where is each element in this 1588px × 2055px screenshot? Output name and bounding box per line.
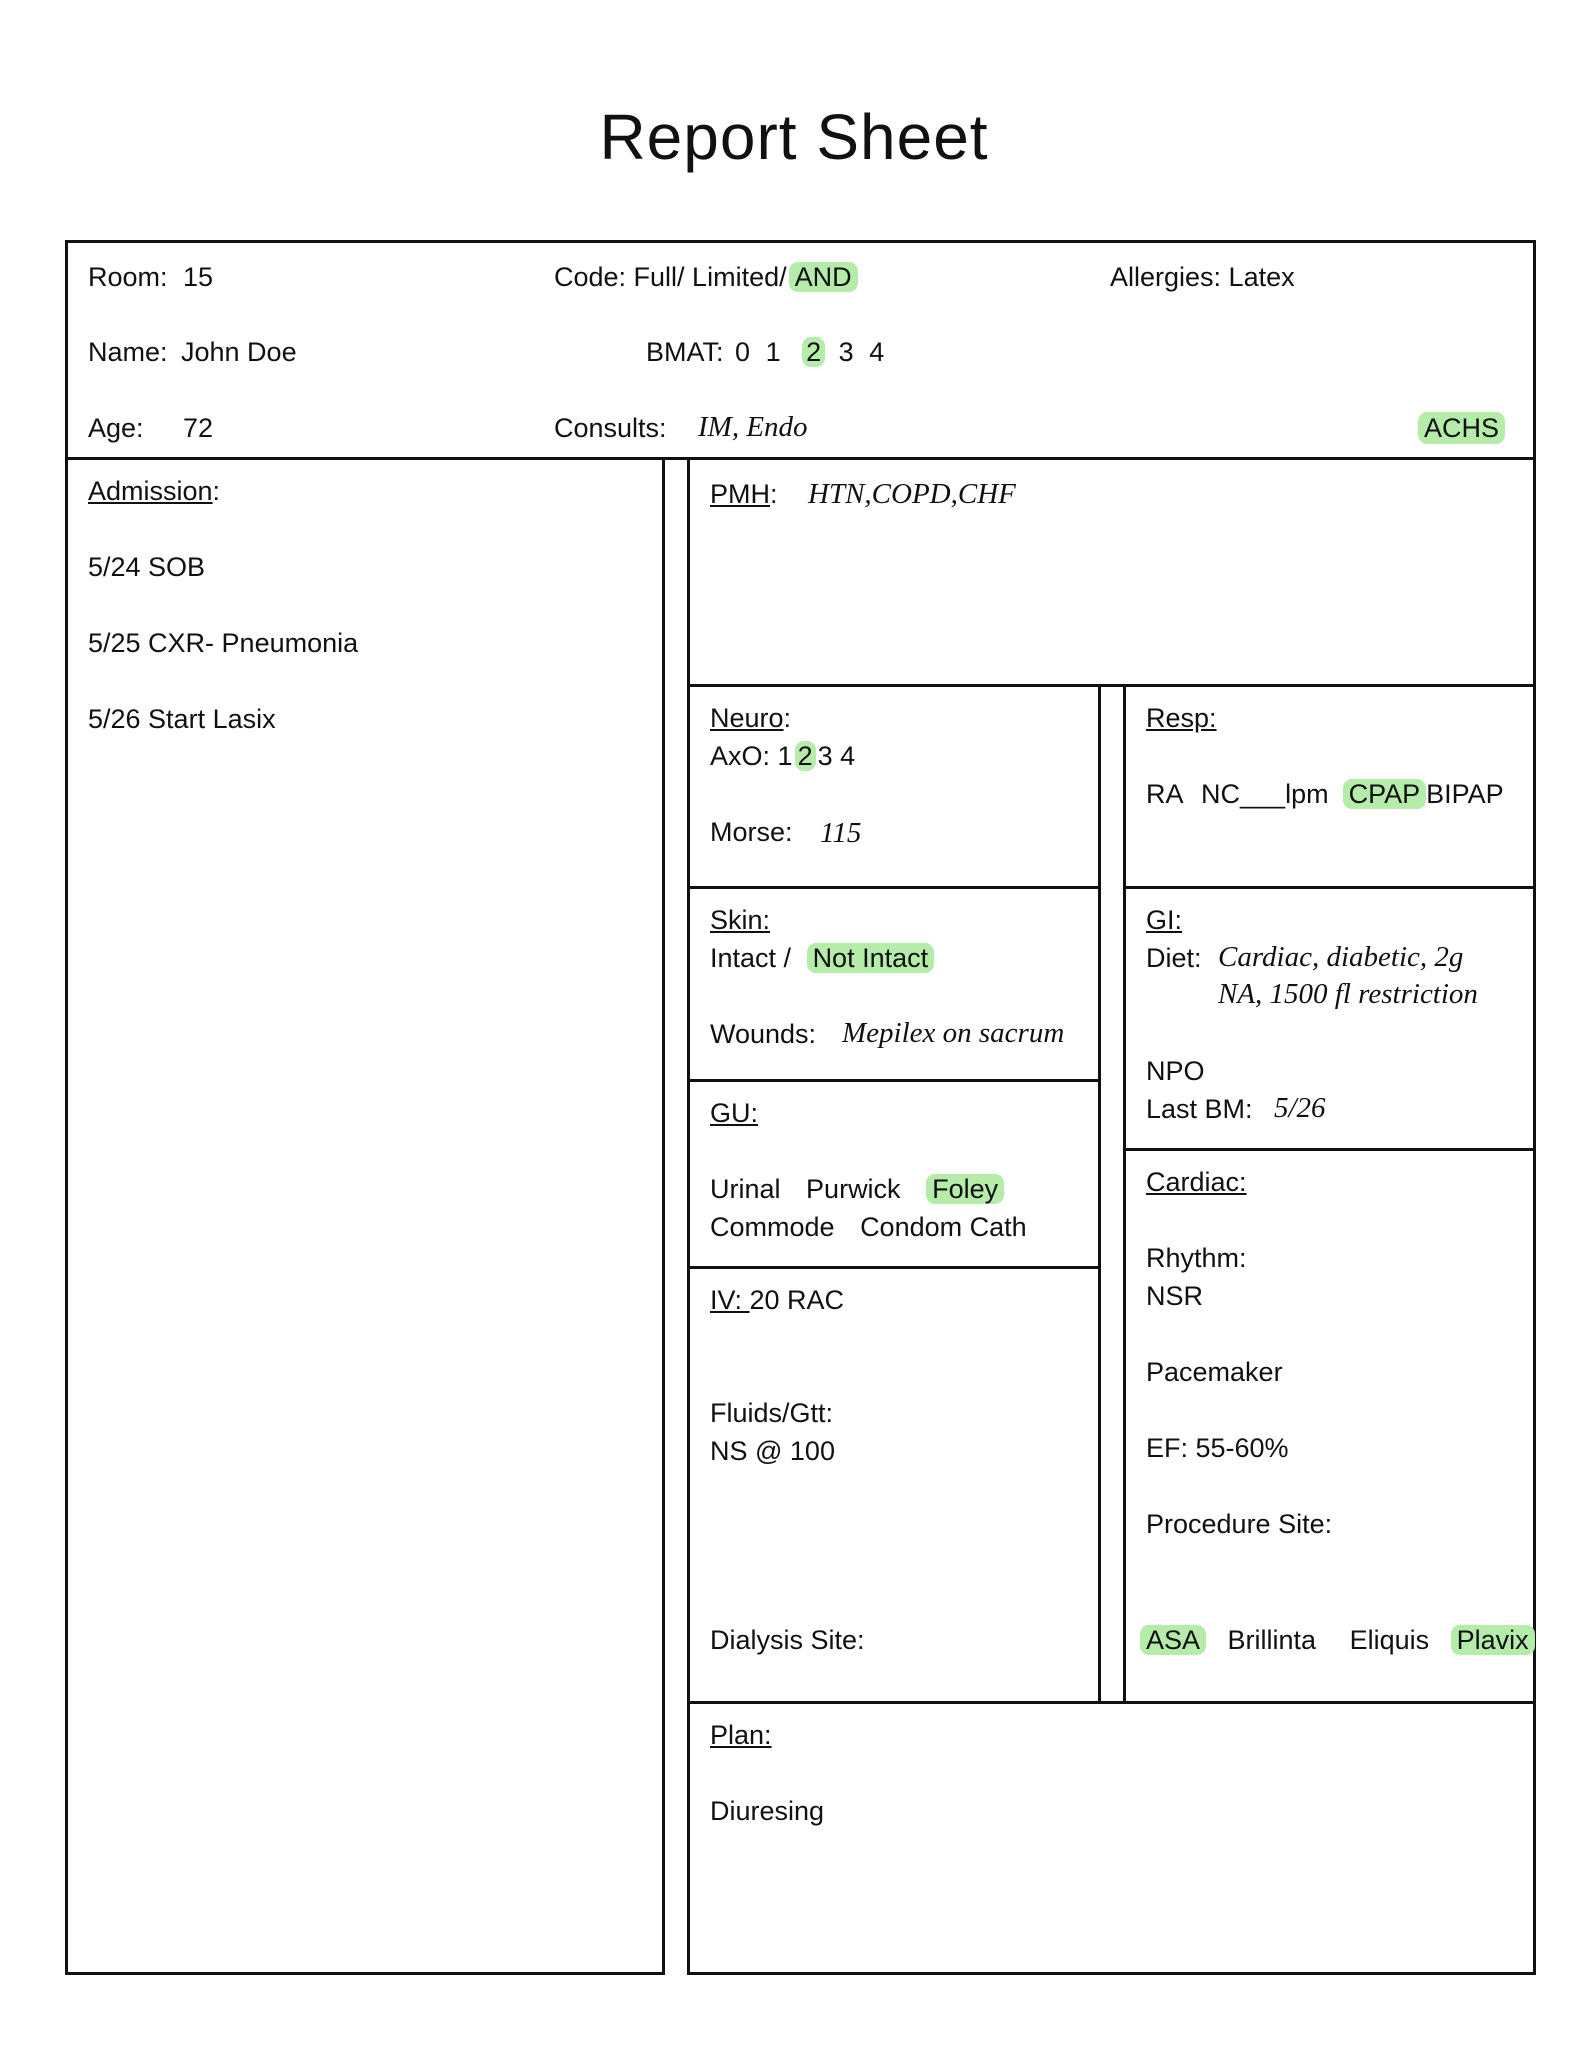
gu-option-commode: Commode [710, 1212, 835, 1242]
axo-option: 3 [817, 741, 833, 771]
admission-entry: 5/24 SOB [88, 552, 206, 582]
last-bm-value: 5/26 [1274, 1092, 1326, 1124]
pmh-colon: : [770, 479, 778, 509]
last-bm-label: Last BM: [1146, 1094, 1253, 1124]
resp-options [1146, 778, 1504, 810]
bmat-field [646, 336, 884, 368]
admission-colon: : [212, 476, 221, 506]
neuro-colon: : [783, 703, 792, 733]
morse-label: Morse: [710, 817, 793, 847]
diet-label: Diet: [1146, 943, 1202, 973]
axo-option: 1 [777, 741, 793, 771]
pmh-label: PMH [710, 479, 770, 509]
iv-label: IV: [710, 1285, 750, 1315]
gu-option-foley: Foley [926, 1174, 1004, 1204]
morse-value: 115 [820, 817, 862, 849]
axo-option: 4 [840, 741, 856, 771]
resp-option-bipap: BIPAP [1426, 779, 1504, 809]
skin-label: Skin: [710, 905, 771, 935]
bmat-option: 0 [735, 337, 751, 367]
gu-option-purwick: Purwick [806, 1174, 901, 1204]
plan-label: Plan: [710, 1720, 772, 1750]
wounds-label: Wounds: [710, 1019, 817, 1049]
iv-value: 20 RAC [749, 1285, 845, 1315]
diet-value-line1: Cardiac, diabetic, 2g [1218, 941, 1464, 973]
cardiac-box [1123, 1148, 1536, 1704]
neuro-box [687, 684, 1101, 889]
gi-label: GI: [1146, 905, 1183, 935]
admission-entry: 5/26 Start Lasix [88, 704, 276, 734]
gu-label: GU: [710, 1098, 759, 1128]
gu-option-urinal: Urinal [710, 1174, 781, 1204]
bmat-label: BMAT: [646, 337, 724, 367]
pmh-box [687, 457, 1536, 687]
skin-intact: Intact / [710, 943, 792, 973]
admission-box [65, 457, 665, 1975]
bmat-option: 3 [838, 337, 854, 367]
neuro-label: Neuro [710, 703, 784, 733]
bmat-option-selected: 2 [802, 337, 825, 367]
code-label: Code: Full/ Limited/ [554, 262, 787, 292]
bmat-option: 1 [765, 337, 781, 367]
pmh-heading [710, 478, 778, 510]
pmh-value: HTN,COPD,CHF [808, 478, 1016, 510]
gu-options-row2 [710, 1211, 1027, 1243]
med-eliquis: Eliquis [1349, 1625, 1430, 1655]
npo: NPO [1146, 1056, 1205, 1086]
allergies: Allergies: Latex [1110, 262, 1295, 292]
anticoag-options [1146, 1624, 1529, 1656]
rhythm-label: Rhythm: [1146, 1243, 1247, 1273]
skin-box [687, 886, 1101, 1082]
age-value: 72 [183, 413, 214, 443]
med-asa: ASA [1140, 1625, 1206, 1655]
fluids-value: NS @ 100 [710, 1436, 835, 1466]
code-selected: AND [789, 262, 858, 292]
admission-heading [88, 475, 220, 507]
room-value: 15 [183, 262, 214, 292]
neuro-heading [710, 702, 791, 734]
name-label: Name: [88, 337, 168, 367]
axo-label: AxO: [710, 741, 771, 771]
gi-box [1123, 886, 1536, 1151]
resp-option-nc: NC___lpm [1201, 779, 1329, 809]
header-box [65, 240, 1536, 460]
resp-option-cpap: CPAP [1343, 779, 1427, 809]
bmat-option: 4 [869, 337, 885, 367]
consults-value: IM, Endo [698, 411, 808, 443]
skin-status [710, 942, 928, 974]
rhythm-value: NSR [1146, 1281, 1204, 1311]
diet-value-line2: NA, 1500 fl restriction [1218, 978, 1478, 1010]
pacemaker: Pacemaker [1146, 1357, 1283, 1387]
resp-label: Resp: [1146, 703, 1217, 733]
gu-option-condom-cath: Condom Cath [860, 1212, 1027, 1242]
consults-label: Consults: [554, 413, 667, 443]
axo-field [710, 740, 855, 772]
axo-option-selected: 2 [795, 741, 816, 771]
page-title: Report Sheet [599, 101, 989, 173]
med-brillinta: Brillinta [1227, 1625, 1317, 1655]
ejection-fraction: EF: 55-60% [1146, 1433, 1289, 1463]
med-plavix: Plavix [1451, 1625, 1535, 1655]
room-label: Room: [88, 262, 168, 292]
iv-box [687, 1266, 1101, 1704]
plan-value: Diuresing [710, 1796, 825, 1826]
iv-heading [710, 1284, 844, 1316]
gu-box [687, 1079, 1101, 1269]
resp-option-ra: RA [1146, 779, 1184, 809]
cardiac-label: Cardiac: [1146, 1167, 1247, 1197]
gu-options-row1 [710, 1173, 998, 1205]
fluids-label: Fluids/Gtt: [710, 1398, 834, 1428]
wounds-value: Mepilex on sacrum [842, 1017, 1065, 1049]
skin-not-intact: Not Intact [807, 943, 935, 973]
admission-label: Admission [88, 476, 213, 506]
achs-badge: ACHS [1418, 412, 1505, 444]
plan-box [687, 1701, 1536, 1975]
dialysis-site: Dialysis Site: [710, 1625, 865, 1655]
code-status [554, 261, 852, 293]
age-label: Age: [88, 413, 144, 443]
procedure-site: Procedure Site: [1146, 1509, 1333, 1539]
admission-entry: 5/25 CXR- Pneumonia [88, 628, 359, 658]
resp-box [1123, 684, 1536, 889]
name-value: John Doe [181, 337, 297, 367]
